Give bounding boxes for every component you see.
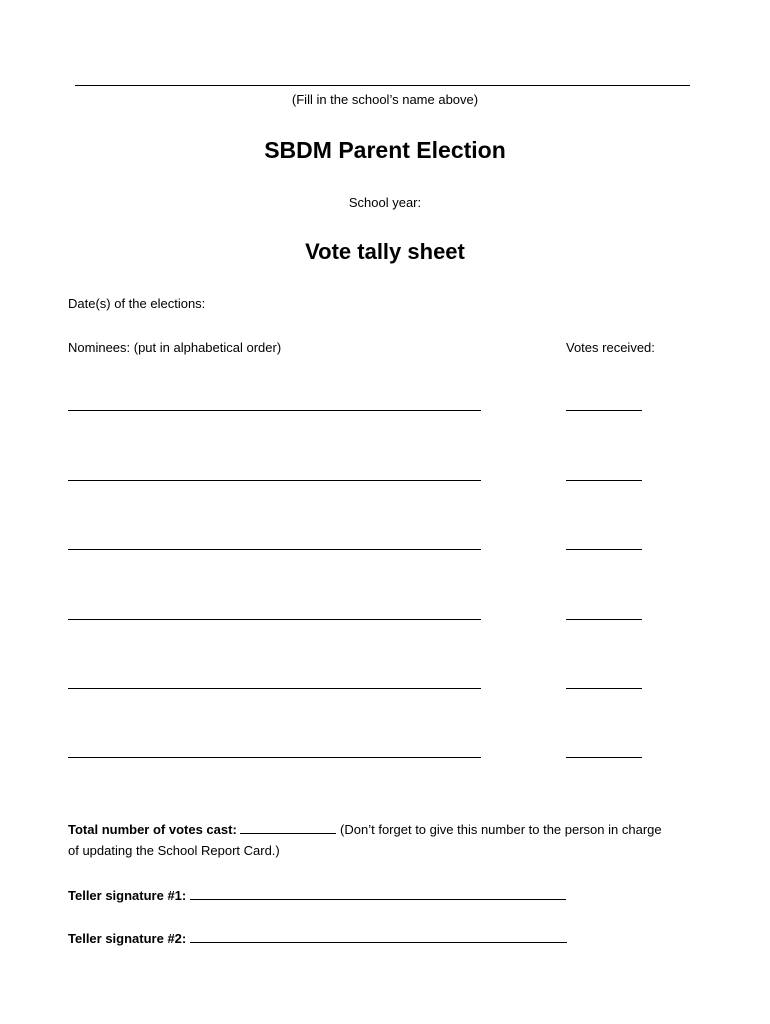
total-votes-note-cont: of updating the School Report Card.) bbox=[68, 843, 280, 858]
teller-2-signature-line[interactable] bbox=[190, 930, 567, 943]
nominee-name-line[interactable] bbox=[68, 410, 481, 411]
nominee-votes-line[interactable] bbox=[566, 757, 642, 758]
total-votes-block bbox=[68, 821, 708, 837]
school-name-hint: (Fill in the school’s name above) bbox=[291, 92, 479, 107]
total-votes-line[interactable] bbox=[240, 821, 336, 834]
teller-1-label: Teller signature #1: bbox=[68, 888, 187, 903]
total-votes-label: Total number of votes cast: bbox=[68, 822, 237, 837]
teller-2-block bbox=[68, 930, 567, 946]
teller-1-block bbox=[68, 887, 566, 903]
nominee-votes-line[interactable] bbox=[566, 480, 642, 481]
nominee-name-line[interactable] bbox=[68, 549, 481, 550]
nominee-votes-line[interactable] bbox=[566, 410, 642, 411]
nominee-votes-line[interactable] bbox=[566, 688, 642, 689]
nominee-votes-line[interactable] bbox=[566, 549, 642, 550]
nominees-header: Nominees: (put in alphabetical order) bbox=[68, 340, 282, 355]
nominee-name-line[interactable] bbox=[68, 480, 481, 481]
nominee-votes-line[interactable] bbox=[566, 619, 642, 620]
teller-2-label: Teller signature #2: bbox=[68, 931, 187, 946]
nominee-name-line[interactable] bbox=[68, 757, 481, 758]
school-year-label: School year: bbox=[348, 195, 422, 210]
page-title: SBDM Parent Election bbox=[264, 137, 506, 163]
school-name-line[interactable] bbox=[75, 85, 690, 86]
nominee-name-line[interactable] bbox=[68, 619, 481, 620]
total-votes-note: (Don’t forget to give this number to the person in charge bbox=[340, 822, 662, 837]
teller-1-signature-line[interactable] bbox=[190, 887, 566, 900]
dates-label: Date(s) of the elections: bbox=[68, 296, 206, 311]
votes-header: Votes received: bbox=[566, 340, 655, 355]
page-subtitle: Vote tally sheet bbox=[305, 239, 465, 264]
nominee-name-line[interactable] bbox=[68, 688, 481, 689]
